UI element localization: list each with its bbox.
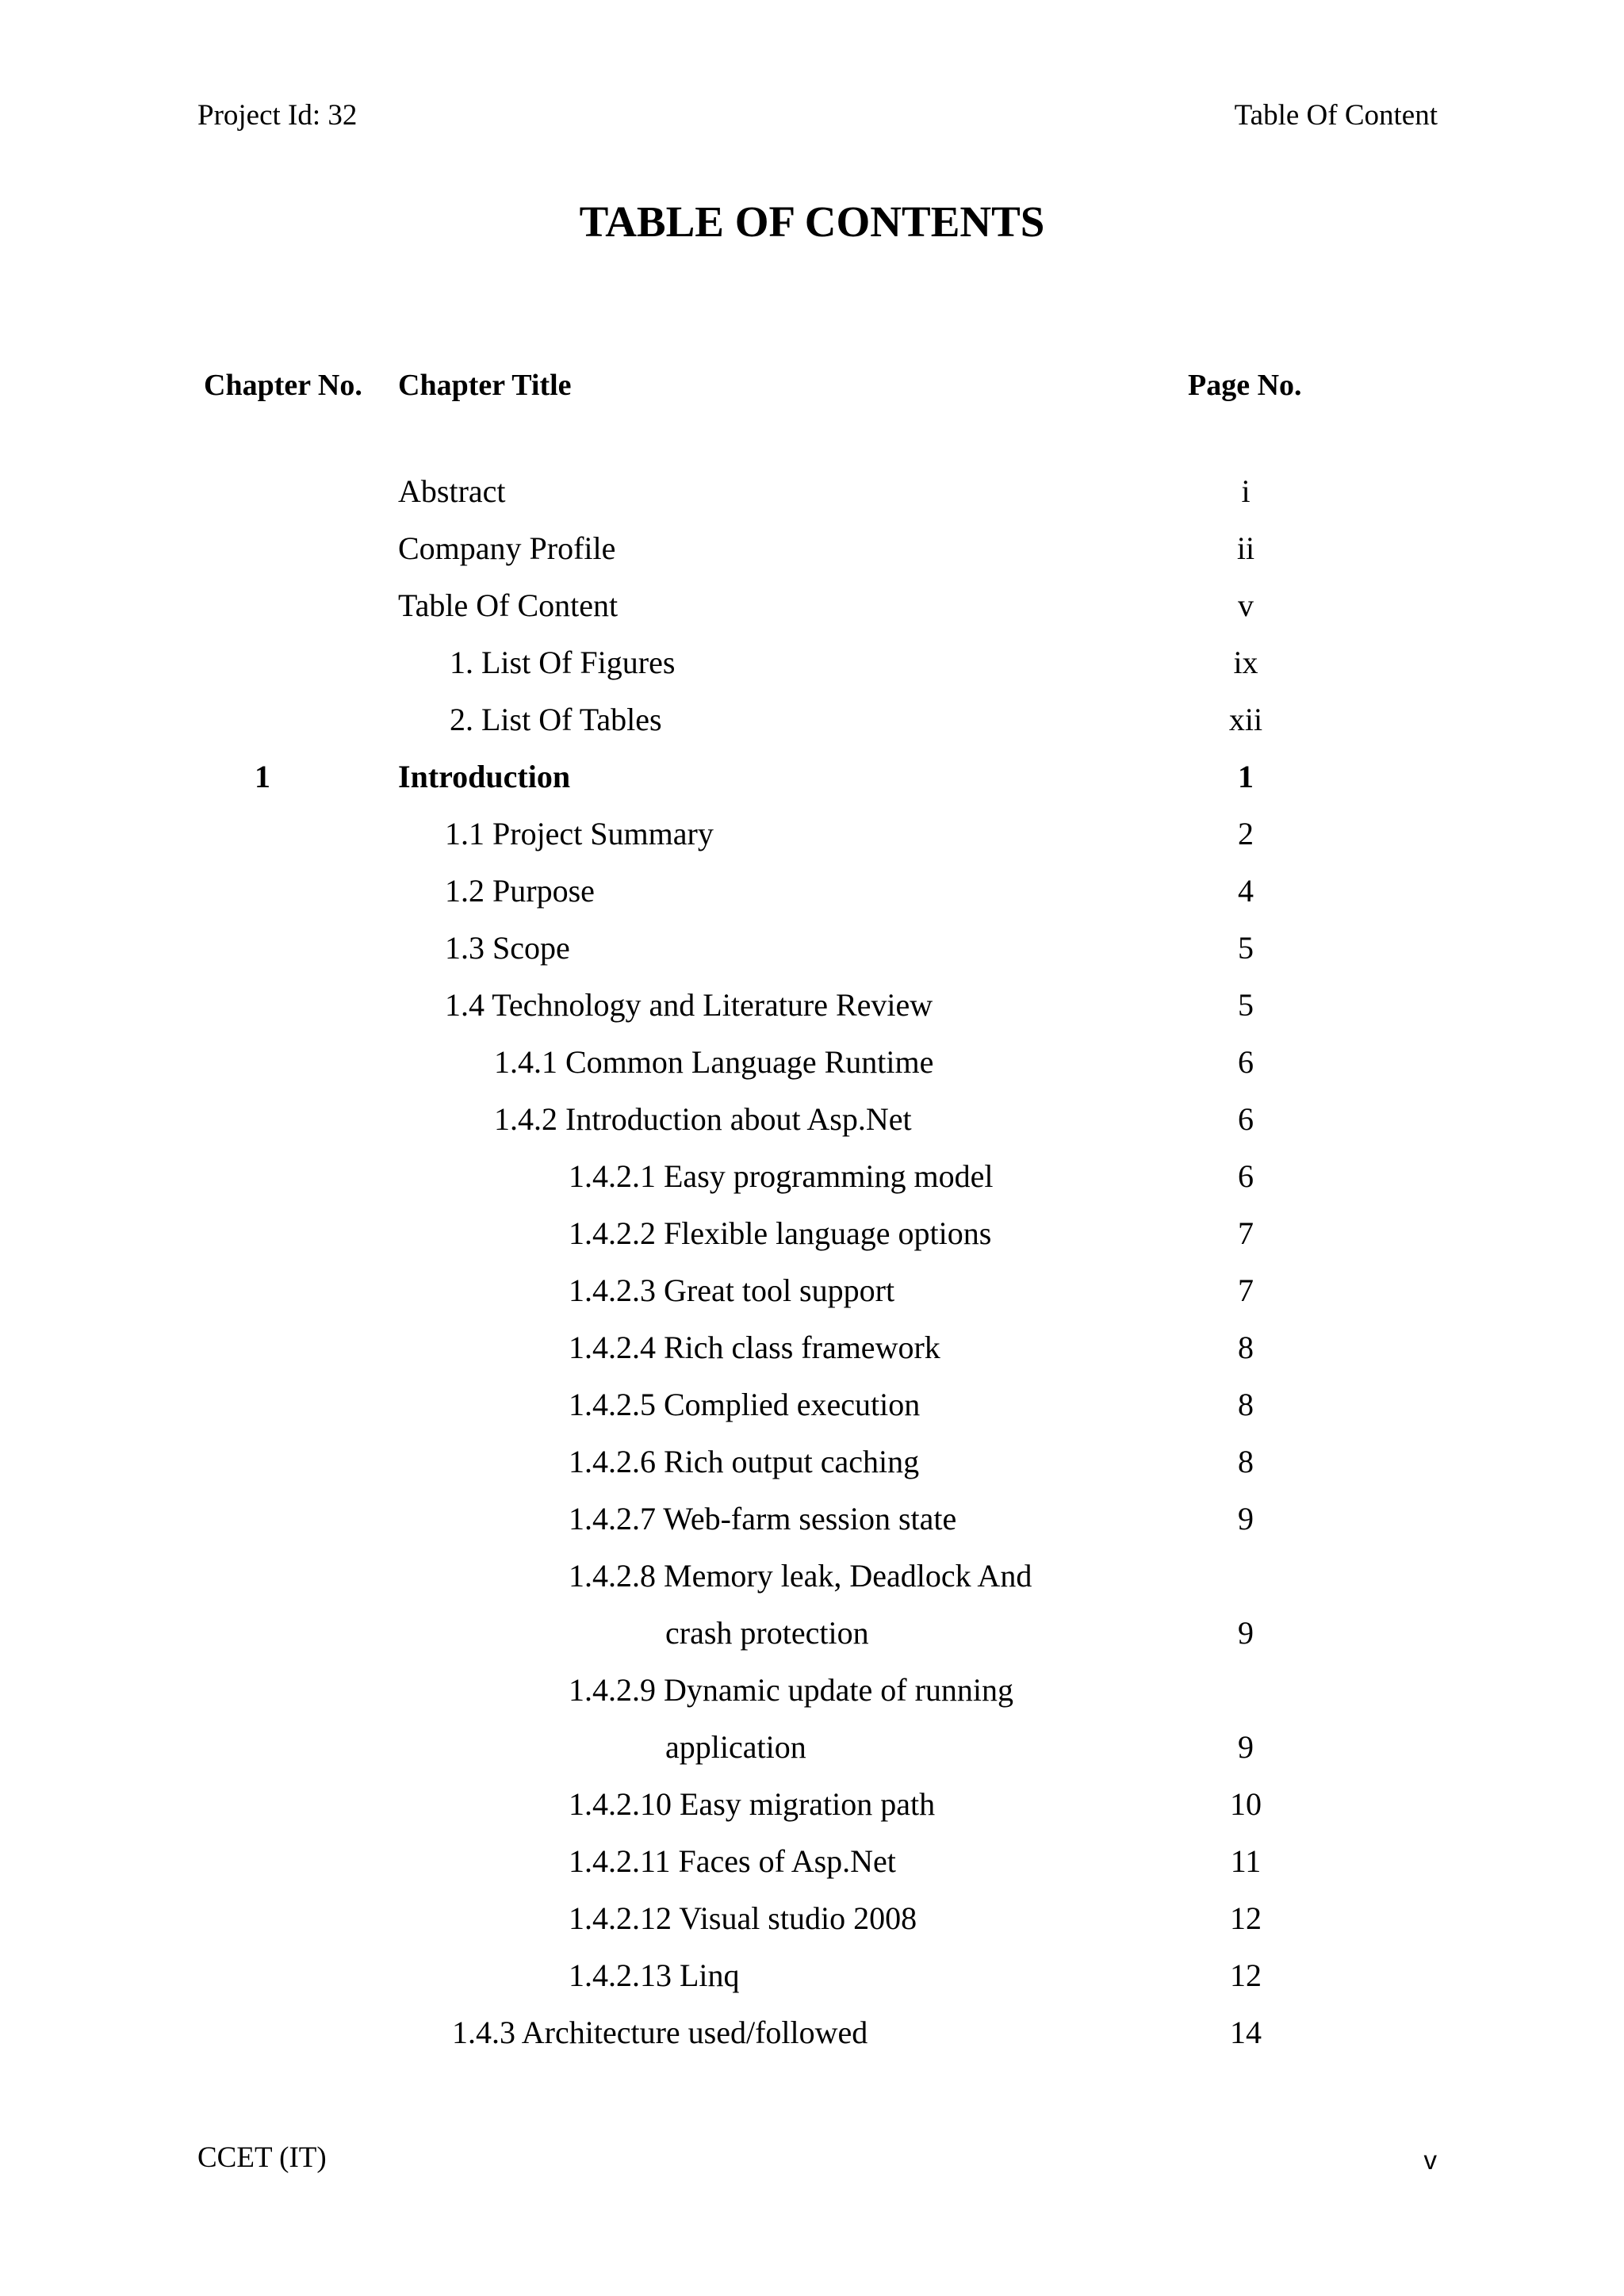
toc-entry-page: v <box>1238 587 1254 623</box>
toc-entry-page: 10 <box>1230 1786 1262 1822</box>
footer-institution: CCET (IT) <box>197 2141 327 2174</box>
toc-entry-page: 11 <box>1230 1843 1262 1879</box>
toc-entry-page: 7 <box>1238 1272 1254 1308</box>
toc-chapter-number: 1 <box>255 759 270 794</box>
toc-entry-title[interactable]: 2. List Of Tables <box>450 702 662 737</box>
column-header-chapter-no: Chapter No. <box>204 369 362 402</box>
toc-entry-page: i <box>1241 473 1251 509</box>
toc-entry-title[interactable]: Table Of Content <box>398 587 619 623</box>
toc-entry-page: 9 <box>1238 1615 1254 1651</box>
toc-entry-title[interactable]: 1.4.2.1 Easy programming model <box>569 1158 994 1194</box>
toc-entry-title[interactable]: 1.4.2.7 Web-farm session state <box>569 1501 957 1536</box>
toc-entry-title[interactable]: 1.4.2.5 Complied execution <box>569 1387 921 1422</box>
toc-entry-page: 5 <box>1238 930 1254 966</box>
toc-chapter-title[interactable]: Introduction <box>398 759 571 794</box>
toc-entry-title[interactable]: 1.4.2 Introduction about Asp.Net <box>494 1101 912 1137</box>
toc-entry-page: ix <box>1233 645 1258 680</box>
toc-entry-title[interactable]: 1.4.2.9 Dynamic update of running <box>569 1672 1013 1708</box>
toc-entry-page: 7 <box>1238 1215 1254 1251</box>
toc-entry-page: 4 <box>1238 873 1254 909</box>
toc-entry-page: 12 <box>1230 1957 1262 1993</box>
toc-entry-title[interactable]: 1.4.3 Architecture used/followed <box>452 2015 868 2050</box>
toc-entry-page: 2 <box>1238 816 1254 851</box>
toc-entry-page: 6 <box>1238 1101 1254 1137</box>
toc-entry-title[interactable]: 1.4.2.11 Faces of Asp.Net <box>569 1843 896 1879</box>
toc-entry-page: 5 <box>1238 987 1254 1023</box>
toc-entry-page: ii <box>1236 530 1255 566</box>
toc-entry-page: 6 <box>1238 1158 1254 1194</box>
toc-chapter-page: 1 <box>1238 759 1254 794</box>
toc-entry-page: 12 <box>1230 1900 1262 1936</box>
toc-entry-title[interactable]: 1.4.2.3 Great tool support <box>569 1272 895 1308</box>
toc-entry-title-continuation[interactable]: crash protection <box>665 1615 869 1651</box>
toc-entry-title[interactable]: 1.4.2.12 Visual studio 2008 <box>569 1900 917 1936</box>
toc-entry-page: 9 <box>1238 1729 1254 1765</box>
toc-entry-title[interactable]: 1.4.2.8 Memory leak, Deadlock And <box>569 1558 1032 1594</box>
toc-entry-page: 8 <box>1238 1330 1254 1365</box>
toc-entry-title-continuation[interactable]: application <box>665 1729 806 1765</box>
toc-entry-page: 9 <box>1238 1501 1254 1536</box>
toc-entry-title[interactable]: 1.1 Project Summary <box>445 816 714 851</box>
toc-entry-page: 14 <box>1230 2015 1262 2050</box>
toc-entry-title[interactable]: 1.2 Purpose <box>445 873 595 909</box>
toc-entry-title[interactable]: 1.4.2.13 Linq <box>569 1957 740 1993</box>
toc-entry-title[interactable]: 1.3 Scope <box>445 930 570 966</box>
toc-entry-title[interactable]: 1. List Of Figures <box>450 645 676 680</box>
column-header-page-no: Page No. <box>1188 369 1302 402</box>
toc-entry-page: 6 <box>1238 1044 1254 1080</box>
toc-entry-title[interactable]: Company Profile <box>398 530 616 566</box>
toc-entry-title[interactable]: 1.4 Technology and Literature Review <box>445 987 933 1023</box>
header-section-name: Table Of Content <box>1234 99 1438 132</box>
page-title: TABLE OF CONTENTS <box>579 197 1045 246</box>
toc-entry-title[interactable]: 1.4.2.6 Rich output caching <box>569 1444 920 1479</box>
toc-entry-title[interactable]: Abstract <box>398 473 506 509</box>
toc-entry-title[interactable]: 1.4.2.2 Flexible language options <box>569 1215 992 1251</box>
toc-entry-title[interactable]: 1.4.2.10 Easy migration path <box>569 1786 936 1822</box>
toc-entry-title[interactable]: 1.4.1 Common Language Runtime <box>494 1044 934 1080</box>
column-header-chapter-title: Chapter Title <box>398 369 572 402</box>
toc-entry-page: 8 <box>1238 1444 1254 1479</box>
toc-entry-page: 8 <box>1238 1387 1254 1422</box>
header-project-id: Project Id: 32 <box>197 99 358 132</box>
footer-page-number: v <box>1423 2145 1437 2175</box>
toc-entry-page: xii <box>1228 702 1263 737</box>
toc-entry-title[interactable]: 1.4.2.4 Rich class framework <box>569 1330 940 1365</box>
